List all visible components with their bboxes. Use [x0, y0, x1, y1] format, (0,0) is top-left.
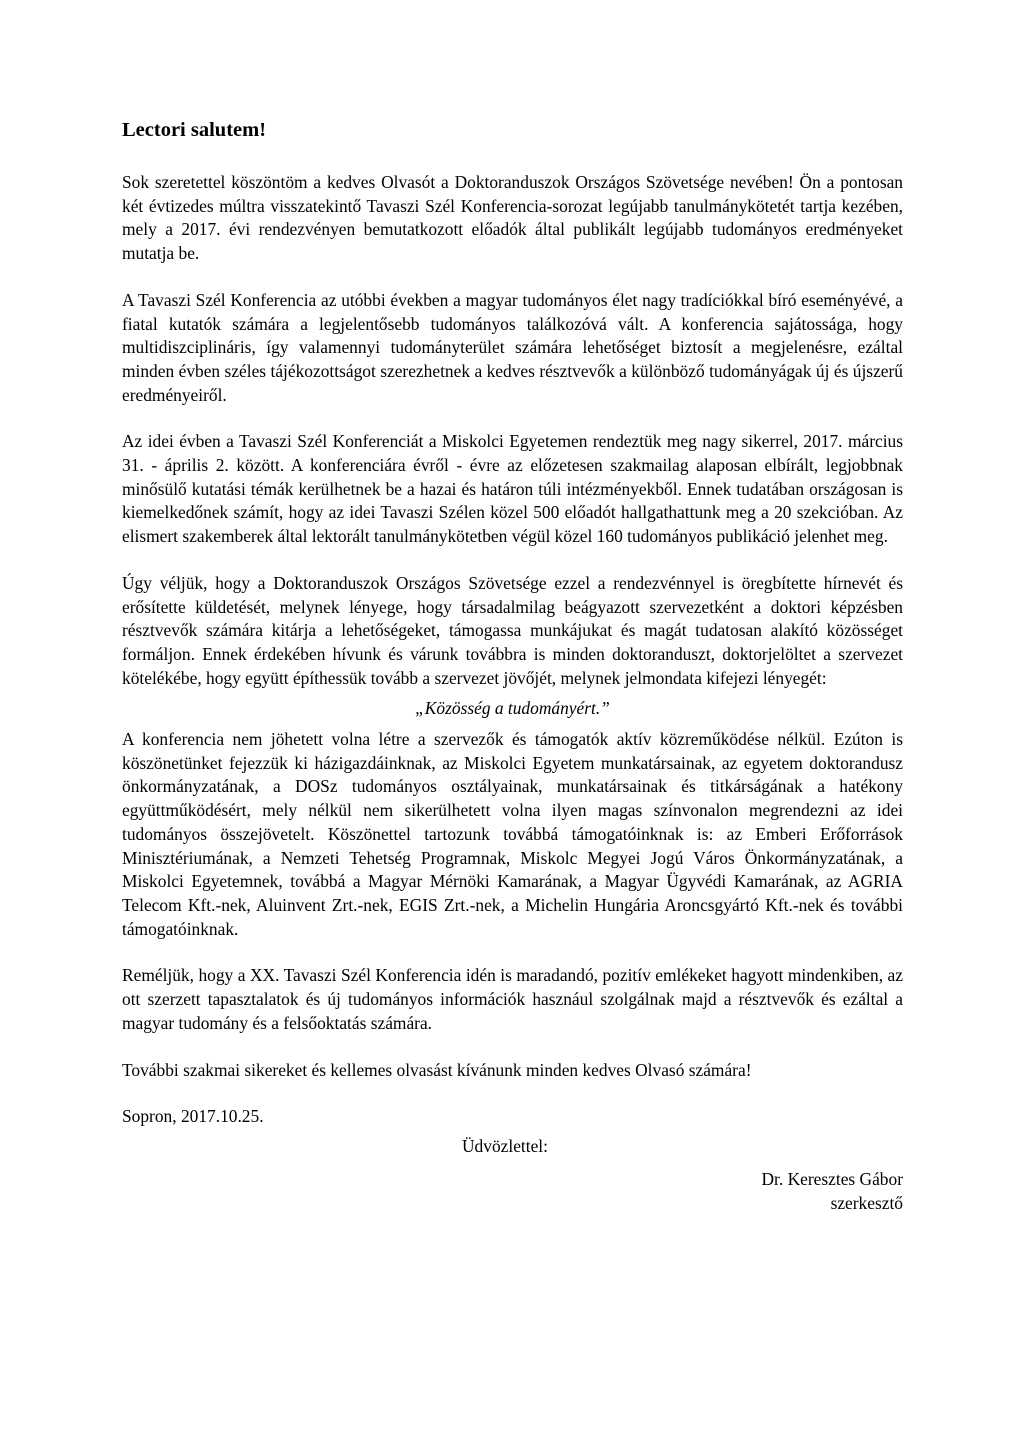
paragraph-best-wishes: További szakmai sikereket és kellemes olvasást kívánunk minden kedves Olvasó számára! — [122, 1059, 752, 1080]
signer-role: szerkesztő — [830, 1192, 903, 1213]
motto: „Közösség a tudományért.” — [415, 698, 610, 719]
paragraph-welcome: Sok szeretettel köszöntöm a kedves Olvasót a Doktoranduszok Országos Szövetsége nevében! Ön a pontosan két évtizedes múltra visszatekintő Tavaszi Szél Konferencia-sorozat legújabb tanulmánykötetét tartja kezében, mely a 2017. évi rendezvényen bemutatkozott előadók által publikált legújabb tudományos eredményeket mutatja be. — [122, 172, 903, 264]
paragraph-mission: Úgy véljük, hogy a Doktoranduszok Országos Szövetsége ezzel a rendezvénnyel is öregbítette hírnevét és erősítette küldetését, melynek lényege, hogy társadalmilag beágyazott szervezetként a doktori képzésben résztvevők számára kitárja a lehetőségeket, támogassa munkájukat és magát tudatosan alakító közösséget formáljon. Ennek érdekében hívunk és várunk továbbra is minden doktoranduszt, doktorjelöltet a szervezet kötelékébe, hogy együtt építhessük tovább a szervezet jövőjét, melynek jelmondata kifejezi lényegét: — [122, 572, 903, 688]
letter-title: Lectori salutem! — [122, 119, 267, 141]
greeting: Üdvözlettel: — [462, 1135, 548, 1156]
paragraph-conference-profile: A Tavaszi Szél Konferencia az utóbbi években a magyar tudományos élet nagy tradíciókkal bíró eseményévé, a fiatal kutatók számára a legjelentősebb tudományos találkozóvá vált. A konferencia sajátossága, hogy multidiszciplináris, így valamennyi tudományterület számára lehetőséget biztosít a megjelenésre, ezáltal minden évben széles tájékozottságot szerezhetnek a kedves résztvevők a különböző tudományágak új és újszerű eredményeiről. — [122, 289, 903, 405]
paragraph-closing-hope: Reméljük, hogy a XX. Tavaszi Szél Konferencia idén is maradandó, pozitív emlékeket hagyott mindenkiben, az ott szerzett tapasztalatok és új tudományos információk hasznául szolgálnak majd a résztvevők és ezáltal a magyar tudomány és a felsőoktatás számára. — [122, 965, 903, 1033]
signer-name: Dr. Keresztes Gábor — [761, 1168, 903, 1189]
letter-content — [122, 116, 903, 1225]
paragraph-acknowledgements: A konferencia nem jöhetett volna létre a szervezők és támogatók aktív közreműködése nélkül. Ezúton is köszönetünket fejezzük ki házigazdáinknak, az Miskolci Egyetem munkatársainak, az egyetem doktorandusz önkormányzatának, a DOSz tudományos osztályainak, munkatársainak és titkárságának a hatékony együttműködésért, mely nélkül nem sikerülhetett volna ilyen magas színvonalon megrendezni az idei tudományos összejövetelt. Köszönettel tartozunk továbbá támogatóinknak is: az Emberi Erőforrások Minisztériumának, a Nemzeti Tehetség Programnak, Miskolc Megyei Jogú Város Önkormányzatának, a Miskolci Egyetemnek, továbbá a Magyar Mérnöki Kamarának, a Magyar Ügyvédi Kamarának, az AGRIA Telecom Kft.-nek, Aluinvent Zrt.-nek, EGIS Zrt.-nek, a Michelin Hungária Aroncsgyártó Kft.-nek és további támogatóinknak. — [122, 729, 903, 939]
signature-block — [122, 1129, 903, 1225]
paragraph-this-year: Az idei évben a Tavaszi Szél Konferenciát a Miskolci Egyetemen rendeztük meg nagy sikerrel, 2017. március 31. - április 2. között. A konferenciára évről - évre az előzetesen szakmailag alaposan elbírált, legjobbnak minősülő kutatási témák kerülhetnek be a hazai és határon túli intézményekből. Ennek tudatában országosan is kiemelkedőnek számít, hogy az idei Tavaszi Szélen közel 500 előadót hallgathattunk meg a 20 szekcióban. Az elismert szakemberek által lektorált tanulmánykötetben végül közel 160 tudományos publikáció jelenhet meg. — [122, 431, 903, 547]
place-date: Sopron, 2017.10.25. — [122, 1106, 264, 1127]
